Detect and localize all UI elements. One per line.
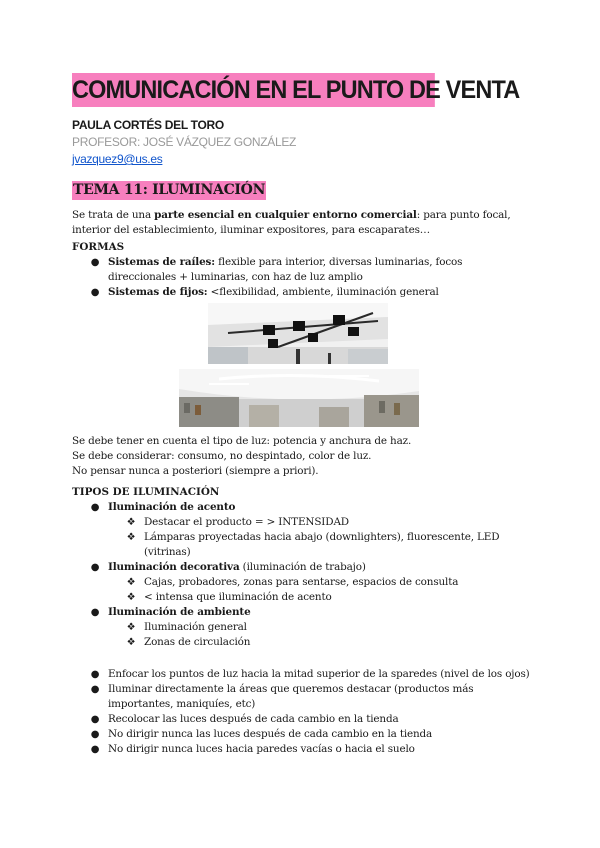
list-item — [72, 742, 532, 757]
item-text: Iluminar directamente la áreas que queremos destacar (productos más importantes, maniquíes, etc) — [108, 683, 474, 710]
sub-item-text: Lámparas proyectadas hacia abajo (downlighters), fluorescente, LED (vitrinas) — [144, 531, 500, 558]
bullet-icon: ● — [90, 562, 100, 573]
professor-name: PROFESOR: JOSÉ VÁZQUEZ GONZÁLEZ — [72, 135, 297, 149]
item-bold: Iluminación de ambiente — [108, 606, 251, 618]
list-item — [72, 285, 532, 300]
intro-prefix: Se trata de una — [72, 209, 155, 221]
item-text: flexible para interior, diversas luminarias, focos direccionales + luminarias, con haz de luz amplio — [108, 256, 463, 283]
item-note: (iluminación de trabajo) — [239, 561, 366, 573]
tips-list — [72, 667, 532, 757]
item-text: Recolocar las luces después de cada cambio en la tienda — [108, 713, 399, 725]
item-bold: Sistemas de fijos: — [108, 286, 208, 298]
sub-item — [72, 575, 532, 590]
sub-item-text: < intensa que iluminación de acento — [144, 591, 332, 603]
document-title: COMUNICACIÓN EN EL PUNTO DE VENTA — [72, 73, 435, 107]
section-title: TEMA 11: ILUMINACIÓN — [73, 182, 266, 198]
list-item-decorativa — [72, 560, 532, 575]
item-text: No dirigir nunca luces hacia paredes vacías o hacia el suelo — [108, 743, 415, 755]
item-bold: Iluminación decorativa — [108, 561, 240, 573]
intro-paragraph — [72, 208, 532, 238]
list-item — [72, 682, 532, 712]
bullet-icon: ● — [90, 257, 100, 268]
note-line: Se debe considerar: consumo, no despintado, color de luz. — [72, 450, 372, 462]
intro-suffix: : para punto focal, interior del establecimiento, iluminar expositores, para escaparates… — [72, 209, 511, 236]
diamond-bullet-icon: ❖ — [126, 637, 136, 648]
item-bold: Sistemas de raíles: — [108, 256, 215, 268]
sub-item-text: Iluminación general — [144, 621, 247, 633]
diamond-bullet-icon: ❖ — [126, 577, 136, 588]
intro-bold: parte esencial en cualquier entorno comercial — [154, 209, 417, 221]
diamond-bullet-icon: ❖ — [126, 622, 136, 633]
note-line: Se debe tener en cuenta el tipo de luz: potencia y anchura de haz. — [72, 435, 412, 447]
bullet-icon: ● — [90, 287, 100, 298]
tipos-list — [72, 500, 532, 650]
email-link[interactable]: jvazquez9@us.es — [72, 152, 163, 166]
bullet-icon: ● — [90, 729, 100, 740]
sub-item — [72, 635, 532, 650]
bullet-icon: ● — [90, 744, 100, 755]
diamond-bullet-icon: ❖ — [126, 592, 136, 603]
item-text: Enfocar los puntos de luz hacia la mitad superior de la sparedes (nivel de los ojos) — [108, 668, 530, 680]
formas-heading: FORMAS — [72, 241, 125, 253]
diamond-bullet-icon: ❖ — [126, 517, 136, 528]
note-line: No pensar nunca a posteriori (siempre a priori). — [72, 465, 319, 477]
track-lighting-photo — [208, 303, 388, 364]
list-item-acento — [72, 500, 532, 515]
author-name: PAULA CORTÉS DEL TORO — [72, 118, 224, 132]
sub-item-text: Zonas de circulación — [144, 636, 251, 648]
list-item — [72, 667, 532, 682]
tipos-heading: TIPOS DE ILUMINACIÓN — [72, 486, 220, 498]
item-text: No dirigir nunca las luces después de cada cambio en la tienda — [108, 728, 433, 740]
sub-item — [72, 590, 532, 605]
item-text: <flexibilidad, ambiente, iluminación general — [207, 286, 439, 298]
sub-item — [72, 620, 532, 635]
bullet-icon: ● — [90, 669, 100, 680]
bullet-icon: ● — [90, 714, 100, 725]
sub-item — [72, 515, 532, 530]
store-interior-photo — [179, 369, 419, 427]
bullet-icon: ● — [90, 684, 100, 695]
sub-item-text: Cajas, probadores, zonas para sentarse, espacios de consulta — [144, 576, 459, 588]
list-item-ambiente — [72, 605, 532, 620]
sub-item-text: Destacar el producto = > INTENSIDAD — [144, 516, 349, 528]
notes-block — [72, 434, 532, 479]
item-bold: Iluminación de acento — [108, 501, 236, 513]
bullet-icon: ● — [90, 502, 100, 513]
list-item — [72, 255, 532, 285]
sub-item — [72, 530, 532, 560]
diamond-bullet-icon: ❖ — [126, 532, 136, 543]
list-item — [72, 727, 532, 742]
list-item — [72, 712, 532, 727]
bullet-icon: ● — [90, 607, 100, 618]
formas-list — [72, 255, 532, 300]
